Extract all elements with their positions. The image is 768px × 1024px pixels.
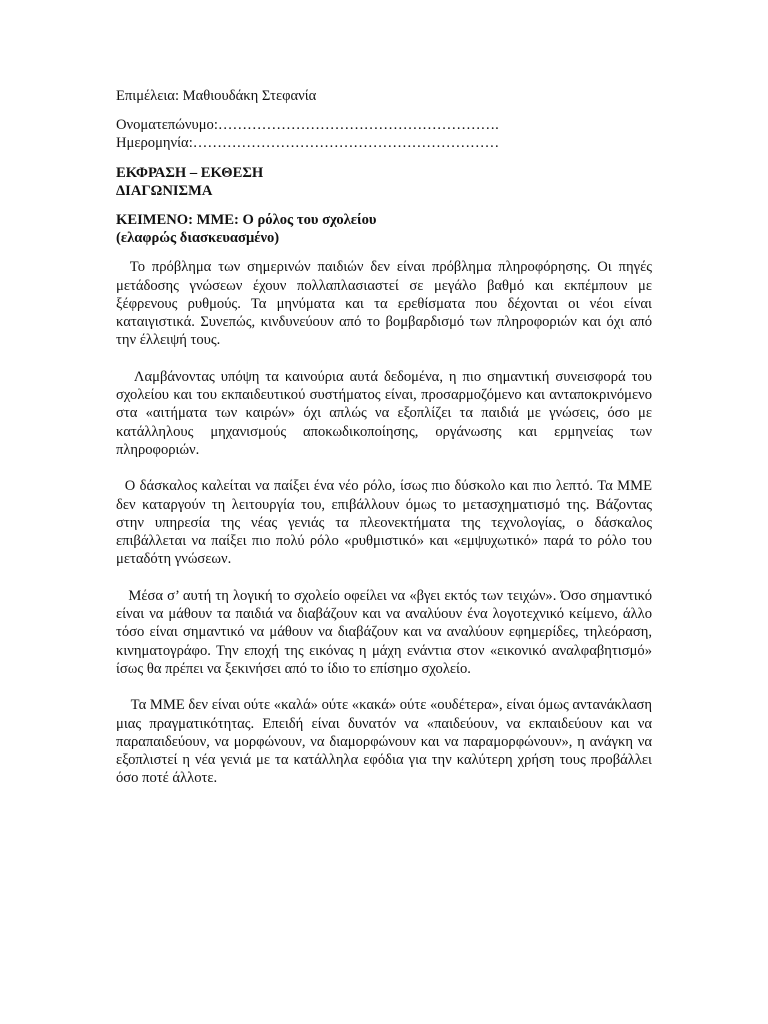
paragraph-5: Τα ΜΜΕ δεν είναι ούτε «καλά» ούτε «κακά» ούτε «ουδέτερα», είναι όμως αντανάκλαση μιας πραγματικότητας. Επειδή είναι δυνατόν να «παιδεύουν, να εκπαιδεύουν και να παραπαιδεύουν, να μορφώνουν, να διαμορφώνουν και να παραμορφώνουν», η ανάγκη να εξοπλιστεί η νέα γενιά με τα κατάλληλα εφόδια για την καλύτερη χρήση τους προβάλλει όσο ποτέ άλλοτε.	[116, 697, 652, 787]
paragraph-2: Λαμβάνοντας υπόψη τα καινούρια αυτά δεδομένα, η πιο σημαντική συνεισφορά του σχολείου και του εκπαιδευτικού συστήματος είναι, προσαρμοζόμενο και ανταποκρινόμενο στα «αιτήματα των καιρών» όχι απλώς να εξοπλίζει τα παιδιά με γνώσεις, όσο με κατάλληλους μηχανισμούς αποκωδικοποίησης, οργάνωσης και ερμηνείας των πληροφοριών.	[116, 368, 652, 458]
paragraph-3: Ο δάσκαλος καλείται να παίξει ένα νέο ρόλο, ίσως πιο δύσκολο και πιο λεπτό. Τα ΜΜΕ δεν καταργούν τη λειτουργία του, επιβάλλουν όμως το μετασχηματισμό της. Βάζοντας στην υπηρεσία της νέας γενιάς τα πλεονεκτήματα της τεχνολογίας, ο δάσκαλος επιβάλλεται να παίξει πιο πολύ ρόλο «ρυθμιστικό» και «εμψυχωτικό» παρά το ρόλο του μεταδότη γνώσεων.	[116, 478, 652, 568]
paragraph-4: Μέσα σ’ αυτή τη λογική το σχολείο οφείλει να «βγει εκτός των τειχών». Όσο σημαντικό είναι να μάθουν τα παιδιά να διαβάζουν και να αναλύουν ένα λογοτεχνικό κείμενο, άλλο τόσο είναι σημαντικό να μάθουν να διαβάζουν και να αναλύουν εφημερίδες, τηλεόραση, κινηματογράφο. Την εποχή της εικόνας η μάχη ενάντια στον «εικονικό αναλφαβητισμό» ίσως θα πρέπει να ξεκινήσει από το ίδιο το επίσημο σχολείο.	[116, 587, 652, 677]
exam-heading	[116, 164, 652, 200]
student-fields	[116, 116, 652, 152]
test-title: ΔΙΑΓΩΝΙΣΜΑ	[116, 182, 213, 199]
editor-credit: Επιμέλεια: Μαθιουδάκη Στεφανία	[116, 88, 317, 104]
text-heading	[116, 211, 652, 247]
paragraph-1: Το πρόβλημα των σημερινών παιδιών δεν είναι πρόβλημα πληροφόρησης. Οι πηγές μετάδοσης γνώσεων έχουν πολλαπλασιαστεί σε μεγάλο βαθμό και εκπέμπουν με ξέφρενους ρυθμούς. Τα μηνύματα και τα ερεθίσματα που δέχονται οι νέοι είναι καταιγιστικά. Συνεπώς, κινδυνεύουν από το βομβαρδισμό των πληροφοριών και όχι από την έλλειψή τους.	[116, 259, 652, 349]
name-field: Ονοματεπώνυμο:………………………………………………….	[116, 117, 499, 134]
date-field: Ημερομηνία:………………………………………………………	[116, 135, 500, 152]
text-title: ΚΕΙΜΕΝΟ: ΜΜΕ: Ο ρόλος του σχολείου	[116, 212, 377, 229]
text-subtitle: (ελαφρώς διασκευασμένο)	[116, 230, 280, 247]
subject-title: ΕΚΦΡΑΣΗ – ΕΚΘΕΣΗ	[116, 164, 264, 181]
document-page	[116, 87, 652, 806]
